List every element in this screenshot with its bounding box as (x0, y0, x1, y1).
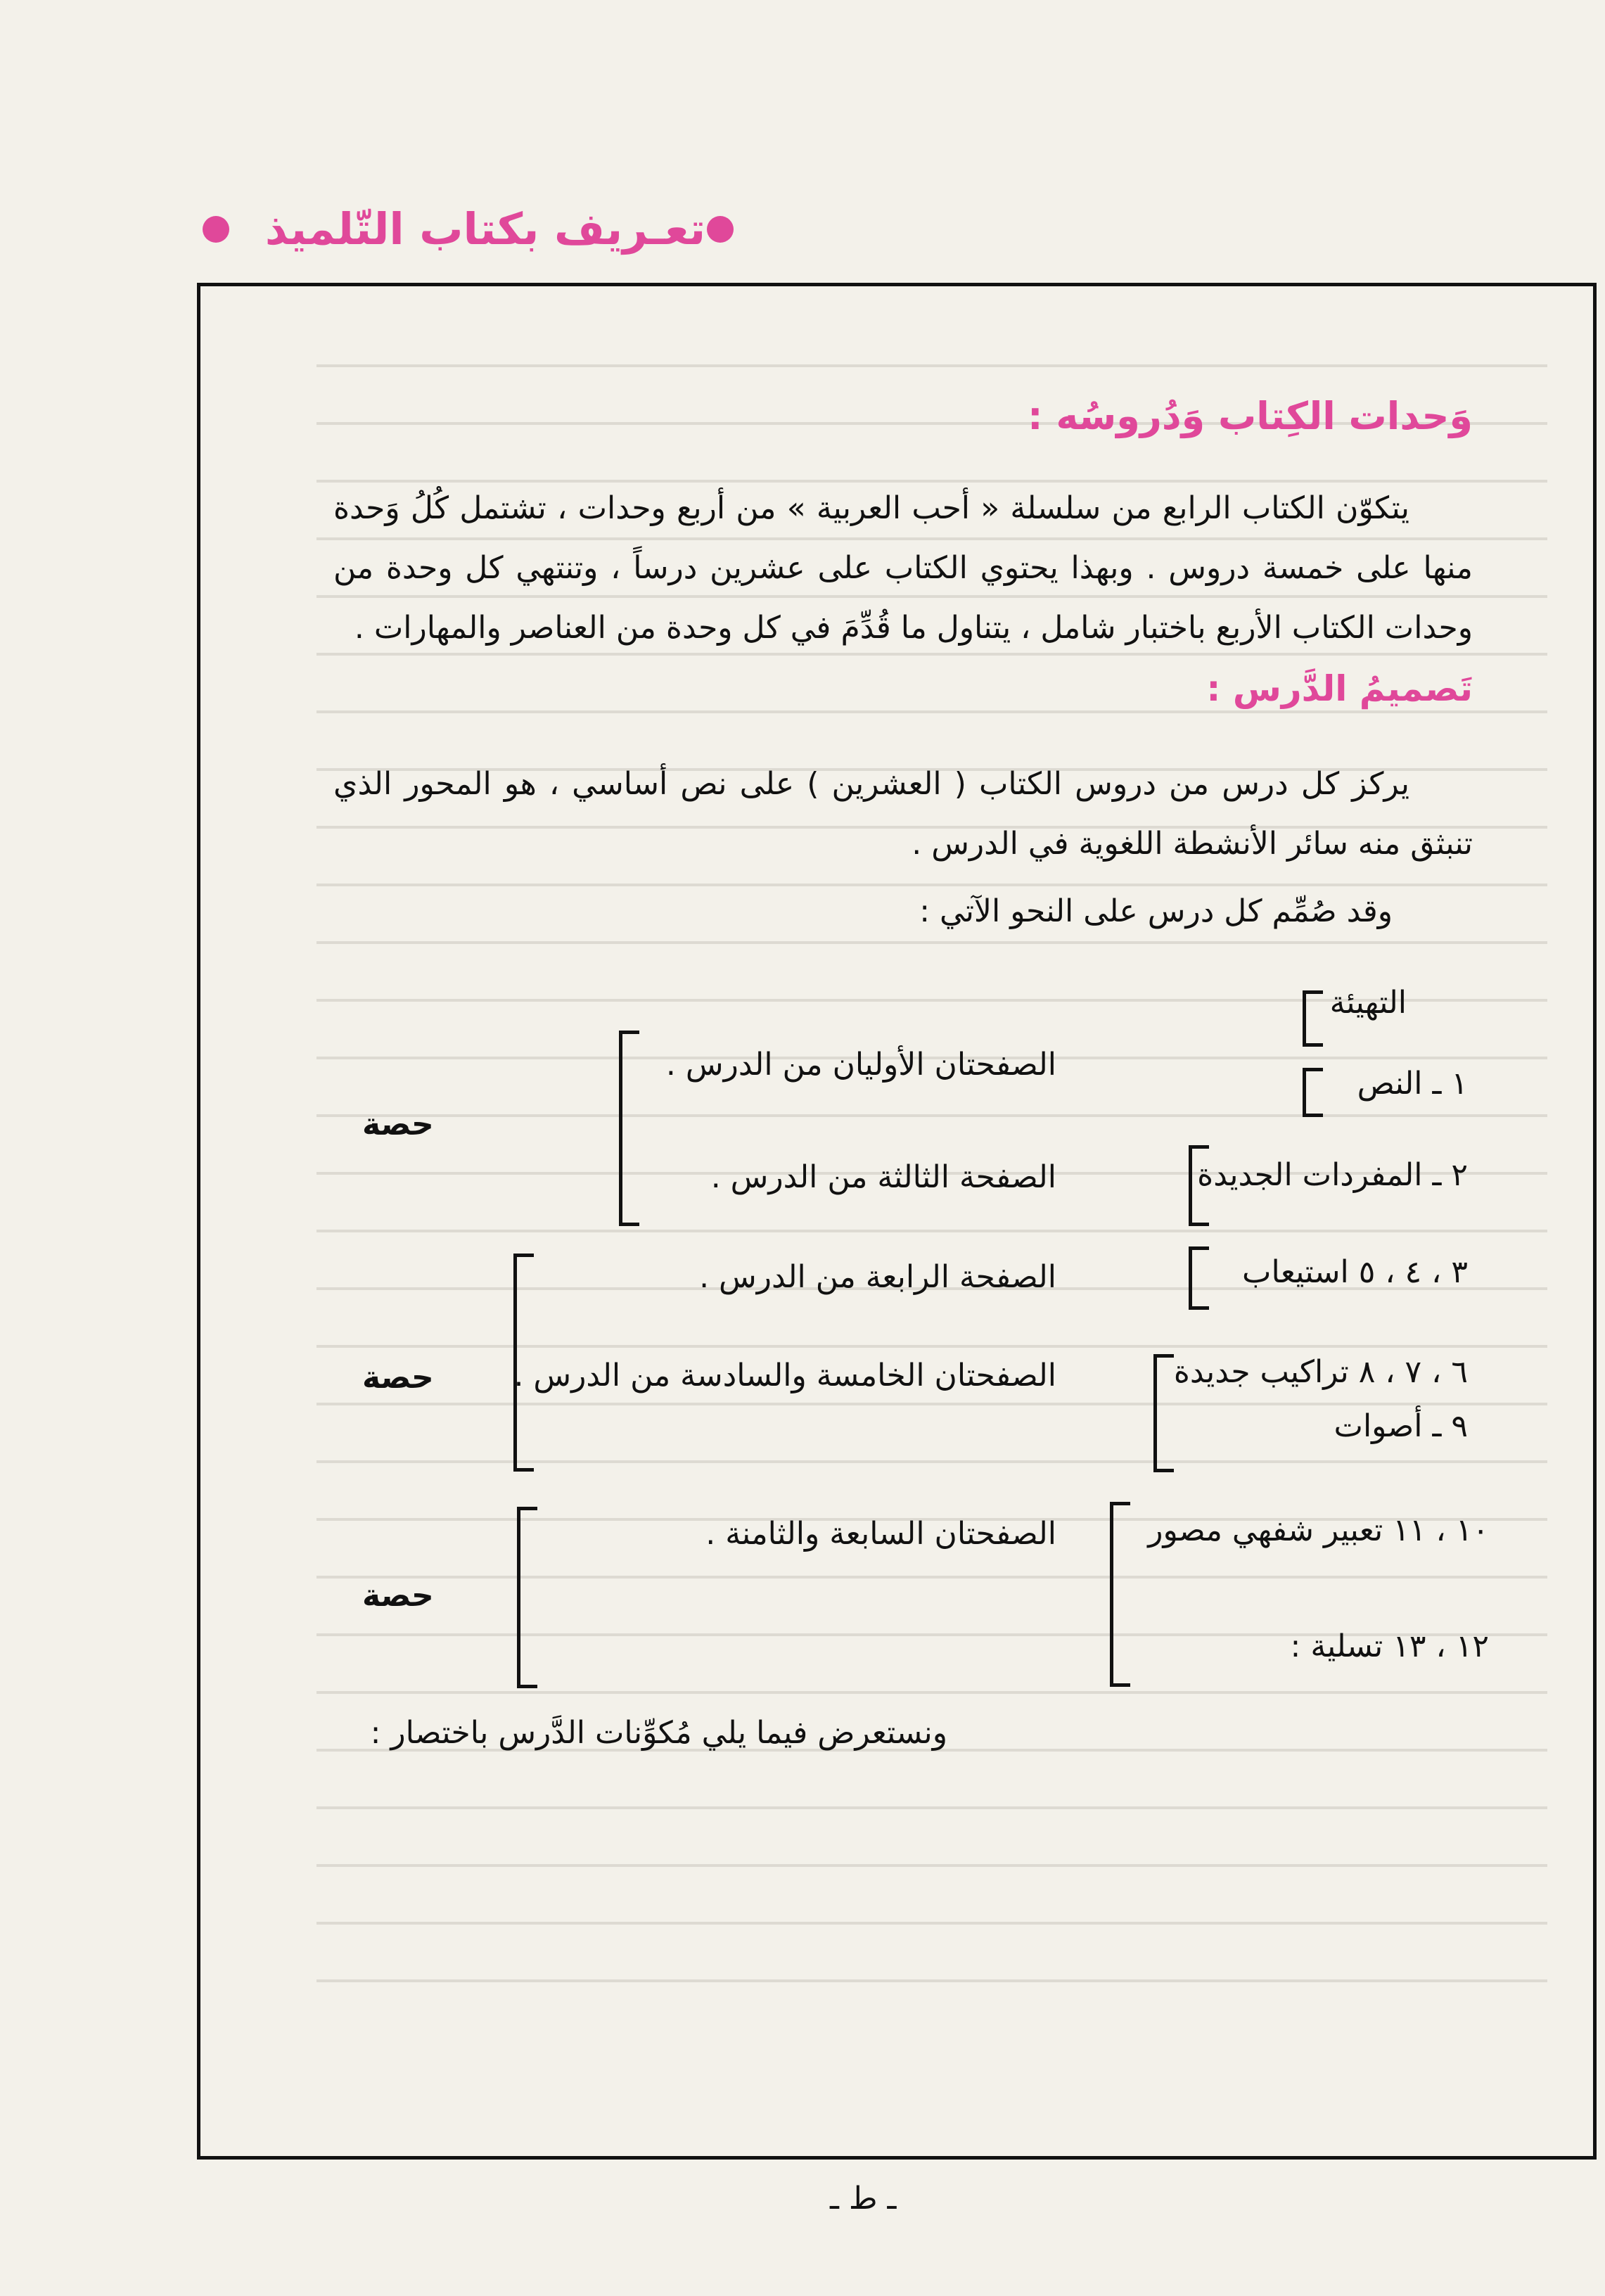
session-label: حصة (362, 1106, 434, 1142)
lesson-item: ٩ ـ أصوات (1334, 1408, 1468, 1444)
page-title: تعـريف بكتاب التّلميذ (264, 203, 706, 255)
page-description: الصفحة الثالثة من الدرس . (710, 1159, 1056, 1195)
lesson-item: ١ ـ النص (1357, 1066, 1468, 1102)
header-bullet-left (203, 216, 229, 243)
lesson-item: التهيئة (1329, 985, 1407, 1021)
session-label: حصة (362, 1360, 434, 1396)
session-label: حصة (362, 1578, 434, 1614)
bracket (1189, 1145, 1209, 1226)
lesson-item: ٢ ـ المفردات الجديدة (1197, 1157, 1468, 1193)
page-description: الصفحتان الأوليان من الدرس . (665, 1047, 1056, 1083)
bracket (513, 1254, 534, 1472)
page-description: الصفحة الرابعة من الدرس . (699, 1259, 1056, 1295)
bracket (1153, 1354, 1174, 1472)
design-intro: وقد صُمِّم كل درس على النحو الآتي : (919, 893, 1393, 929)
bracket (1189, 1246, 1209, 1310)
bracket (517, 1507, 537, 1688)
section-heading-design: تَصميمُ الدَّرس : (1206, 668, 1473, 709)
bracket (619, 1031, 639, 1226)
page-number: ـ ط ـ (830, 2181, 897, 2217)
lesson-item: ٣ ، ٤ ، ٥ استيعاب (1242, 1254, 1468, 1290)
lesson-item: ١٢ ، ١٣ تسلية : (1290, 1628, 1489, 1664)
closing-line: ونستعرض فيما يلي مُكوِّنات الدَّرس باختصار : (370, 1715, 947, 1751)
section-heading-units: وَحدات الكِتاب وَدُروسُه : (1028, 394, 1473, 438)
bracket (1303, 1068, 1323, 1117)
bracket (1110, 1502, 1130, 1687)
lesson-item: ١٠ ، ١١ تعبير شفهي مصور (1148, 1512, 1489, 1548)
page-description: الصفحتان السابعة والثامنة . (705, 1516, 1056, 1552)
bracket (1303, 990, 1323, 1047)
units-paragraph: يتكوّن الكتاب الرابع من سلسلة « أحب العربية » من أربع وحدات ، تشتمل كُلُ وَحدة منها على خمسة دروس . وبهذا يحتوي الكتاب على عشرين درساً ، وتنتهي كل وحدة من وحدات الكتاب الأربع باختبار شامل ، يتناول ما قُدِّمَ في كل وحدة من العناصر والمهارات . (333, 490, 1473, 646)
page-description: الصفحتان الخامسة والسادسة من الدرس . (513, 1358, 1056, 1393)
lesson-item: ٦ ، ٧ ، ٨ تراكيب جديدة (1173, 1354, 1468, 1390)
design-paragraph: يركز كل درس من دروس الكتاب ( العشرين ) على نص أساسي ، هو المحور الذي تنبثق منه سائر الأنشطة اللغوية في الدرس . (333, 766, 1473, 862)
